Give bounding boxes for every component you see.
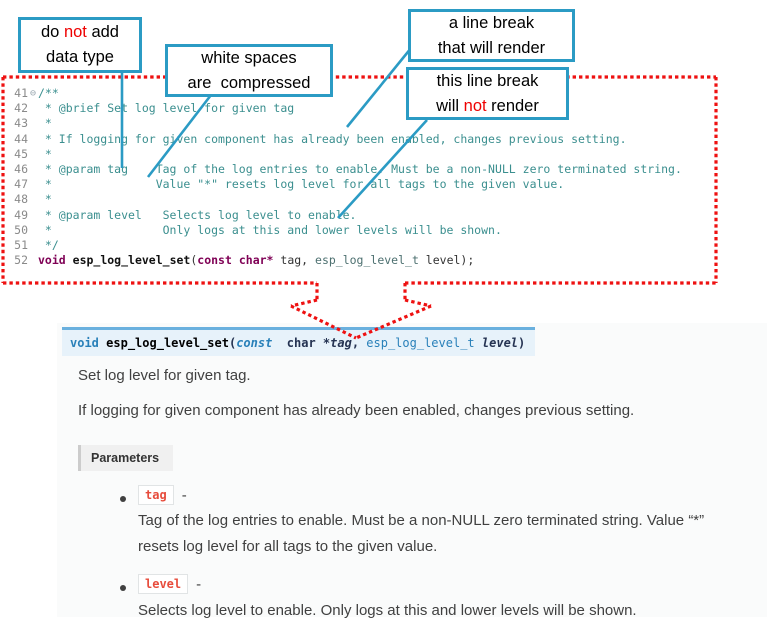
- fold-spacer: [28, 101, 38, 116]
- fold-spacer: [28, 147, 38, 162]
- code-text: * Value "*" resets log level for all tags to the given value.: [38, 177, 565, 192]
- code-line-52: [8, 253, 682, 268]
- param-desc-tag: Tag of the log entries to enable. Must be a non-NULL zero terminated string. Value “*” resets log level for all tags to the given value.: [138, 512, 705, 555]
- param-dash: -: [181, 486, 187, 504]
- fold-spacer: [28, 116, 38, 131]
- line-number: 45: [14, 146, 28, 161]
- callout-text-line: will not render: [436, 96, 539, 115]
- fold-spacer: [28, 162, 38, 177]
- code-text: * If logging for given component has already been enabled, changes previous setting.: [38, 131, 627, 146]
- code-line-46: [8, 162, 682, 177]
- code-line-43: [8, 116, 682, 131]
- param-literal-tag: tag: [138, 485, 174, 505]
- callout-text-line: that will render: [437, 38, 546, 57]
- code-line-48: [8, 192, 682, 207]
- callout-line-break-not-render: [406, 67, 569, 120]
- parameters-heading: Parameters: [78, 445, 173, 471]
- code-text: void esp_log_level_set(const char* tag, esp_log_level_t level);: [38, 253, 475, 268]
- line-number: 44: [14, 131, 28, 146]
- callout-text-line: data type: [46, 48, 114, 66]
- callout-text-line: a line break: [448, 13, 535, 32]
- line-number: 42: [14, 101, 28, 116]
- callout-text-line: are compressed: [187, 73, 311, 92]
- code-line-44: [8, 132, 682, 147]
- callout-white-spaces-compressed: [165, 44, 333, 97]
- code-line-49: [8, 208, 682, 223]
- callout-text-line: this line break: [436, 71, 539, 90]
- fold-spacer: [28, 208, 38, 223]
- fold-collapse-icon: ⊖: [29, 88, 37, 99]
- doc-brief: Set log level for given tag.: [78, 367, 251, 384]
- callout-text-line: white spaces: [201, 48, 297, 67]
- param-literal-level: level: [138, 574, 188, 594]
- code-line-51: [8, 238, 682, 253]
- code-line-50: [8, 223, 682, 238]
- code-line-47: [8, 177, 682, 192]
- code-text: *: [38, 116, 52, 131]
- param-item-level: [138, 574, 201, 594]
- line-number: 49: [14, 207, 28, 222]
- line-number: 41: [14, 86, 28, 100]
- code-text: * @param tag Tag of the log entries to enable. Must be a non-NULL zero terminated string.: [38, 162, 682, 177]
- param-item-tag: [138, 485, 187, 505]
- code-line-45: [8, 147, 682, 162]
- fold-spacer: [28, 223, 38, 238]
- code-text: * Only logs at this and lower levels will be shown.: [38, 222, 502, 237]
- arrow-flare-left: [291, 300, 317, 306]
- line-number: 50: [14, 222, 28, 237]
- param-dash: -: [196, 575, 202, 593]
- line-number: 51: [14, 238, 28, 253]
- line-number: 48: [14, 192, 28, 207]
- fold-spacer: [28, 238, 38, 253]
- line-number: 47: [14, 177, 28, 192]
- code-text: */: [38, 238, 59, 253]
- code-text: *: [38, 146, 52, 161]
- code-text: *: [38, 192, 52, 207]
- code-line-41: [8, 86, 682, 101]
- code-text: /**: [38, 86, 59, 100]
- fold-spacer: [28, 132, 38, 147]
- arrow-flare-right: [405, 300, 431, 306]
- line-number: 43: [14, 116, 28, 131]
- doc-detail: If logging for given component has already been enabled, changes previous setting.: [78, 402, 635, 419]
- code-line-42: [8, 101, 682, 116]
- callout-line-break-renders: [408, 9, 575, 62]
- function-signature: void esp_log_level_set(const char *tag, esp_log_level_t level): [62, 327, 535, 356]
- fold-spacer: [28, 192, 38, 207]
- code-editor-excerpt: [8, 86, 682, 268]
- line-number: 46: [14, 162, 28, 177]
- code-text: * @brief Set log level for given tag: [38, 101, 295, 116]
- param-desc-level: Selects log level to enable. Only logs at this and lower levels will be shown.: [138, 602, 637, 619]
- fold-spacer: [28, 253, 38, 268]
- callout-do-not-add-data-type: [18, 17, 142, 73]
- line-number: 52: [14, 253, 28, 268]
- code-text: * @param level Selects log level to enable.: [38, 207, 357, 222]
- bullet-icon: [120, 496, 126, 502]
- callout-text-line: do not add: [41, 23, 119, 41]
- fold-spacer: [28, 177, 38, 192]
- bullet-icon: [120, 585, 126, 591]
